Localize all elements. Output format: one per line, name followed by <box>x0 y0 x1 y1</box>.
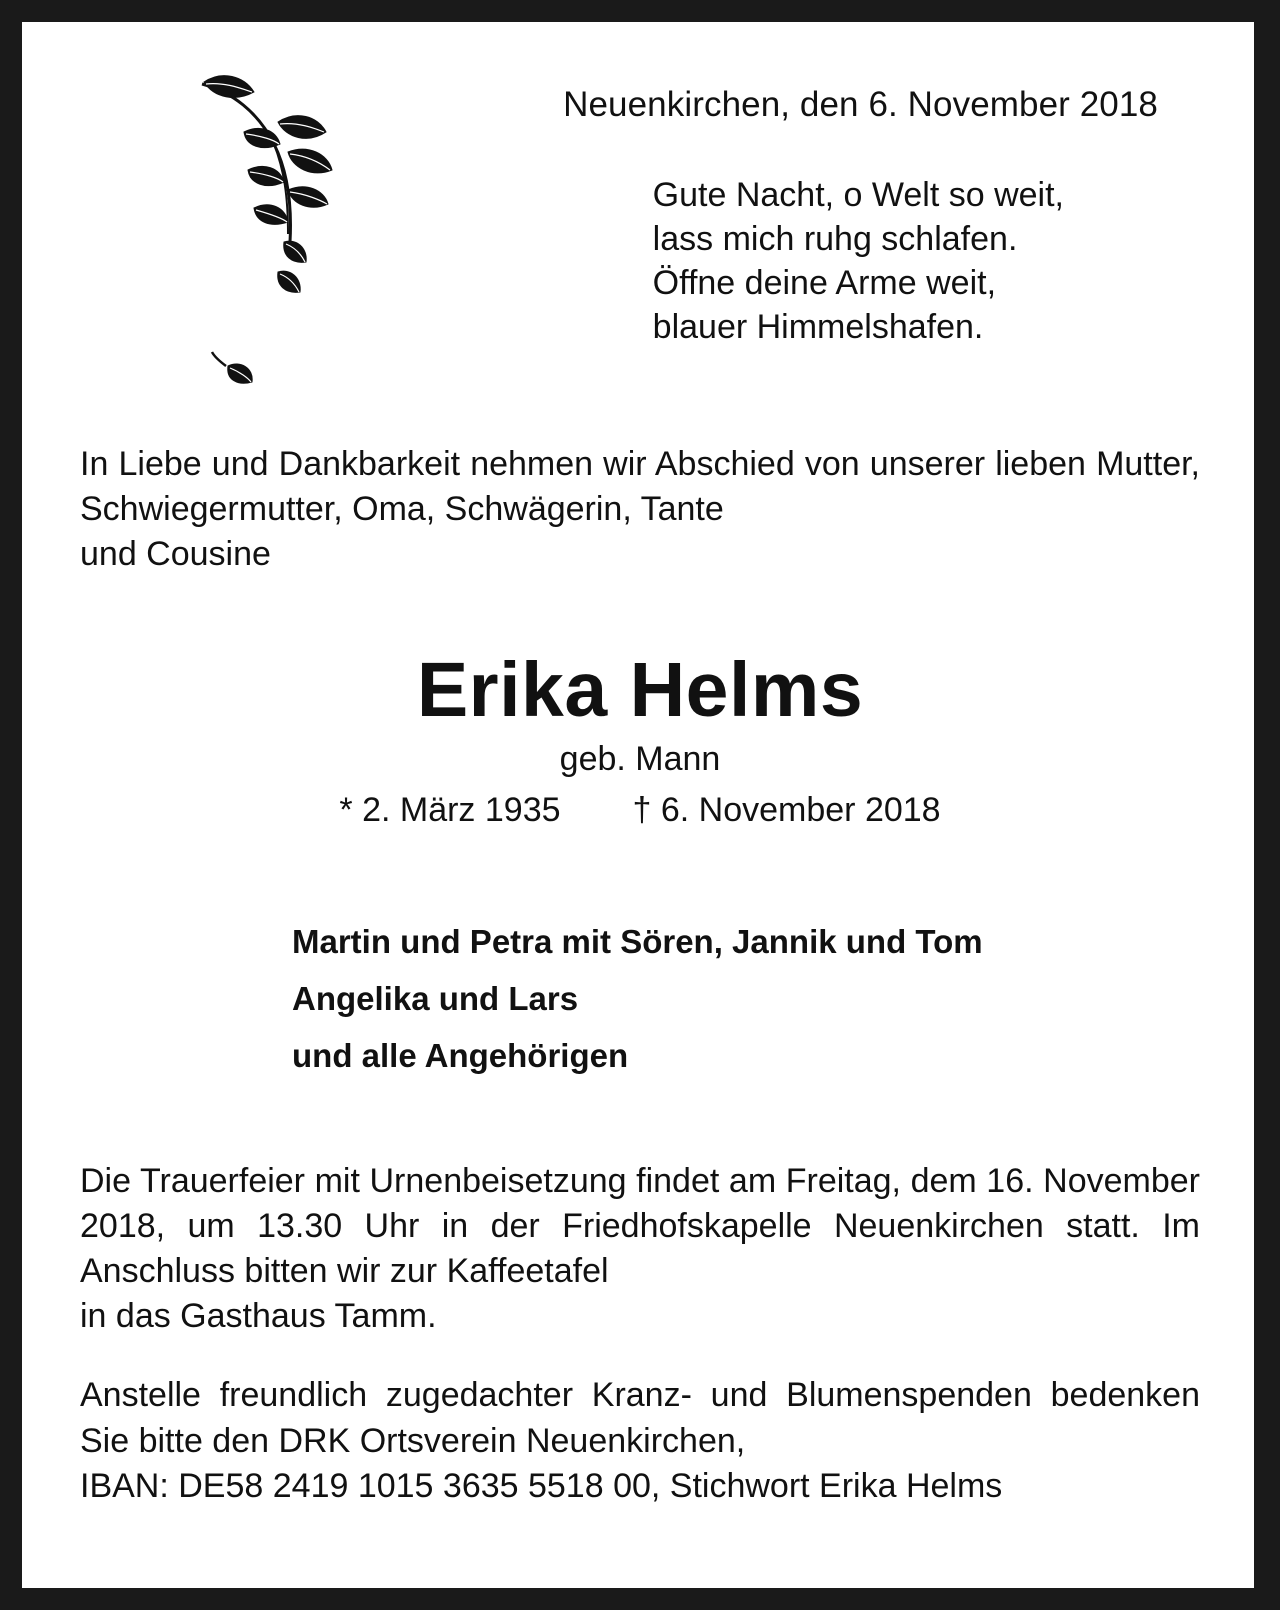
donation-iban-line: IBAN: DE58 2419 1015 3635 5518 00, Stichwort Erika Helms <box>80 1466 1003 1505</box>
obituary-header <box>80 56 1200 416</box>
verse-line: lass mich ruhg schlafen. <box>652 219 1018 258</box>
mourner-line: Angelika und Lars <box>292 980 579 1018</box>
maiden-name: geb. Mann <box>559 739 721 778</box>
introduction-text <box>80 442 1200 578</box>
death-date: † 6. November 2018 <box>632 791 941 830</box>
mourners-list <box>80 914 1200 1084</box>
verse-line: blauer Himmelshafen. <box>652 308 984 347</box>
funeral-service-info <box>80 1159 1200 1340</box>
donation-info <box>80 1373 1200 1509</box>
funeral-service-last-line: in das Gasthaus Tamm. <box>80 1297 437 1336</box>
funeral-service-main: Die Trauerfeier mit Urnenbeisetzung findet am Freitag, dem 16. November 2018, um 13.30 Uhr in der Friedhofskapelle Neuenkirchen statt. Im Anschluss bitten wir zur Kaffeetafel <box>80 1161 1200 1290</box>
verse-line: Öffne deine Arme weit, <box>652 263 997 302</box>
deceased-name-block <box>80 646 1200 831</box>
life-dates <box>80 791 1200 830</box>
mourner-line: Martin und Petra mit Sören, Jannik und Tom <box>292 923 983 961</box>
birth-date: * 2. März 1935 <box>339 791 561 830</box>
verse-line: Gute Nacht, o Welt so weit, <box>652 175 1064 214</box>
introduction-main: In Liebe und Dankbarkeit nehmen wir Abschied von unserer lieben Mutter, Schwiegermutter, Oma, Schwägerin, Tante <box>80 445 1200 529</box>
place-and-date: Neuenkirchen, den 6. November 2018 <box>563 85 1158 124</box>
obituary-card <box>22 22 1254 1588</box>
mourner-line: und alle Angehörigen <box>292 1036 629 1074</box>
deceased-name: Erika Helms <box>416 646 864 733</box>
donation-main: Anstelle freundlich zugedachter Kranz- und Blumenspenden bedenken Sie bitte den DRK Ortsverein Neuenkirchen, <box>80 1376 1200 1460</box>
branch-with-leaves-icon <box>192 66 372 416</box>
introduction-last-line: und Cousine <box>80 535 271 574</box>
